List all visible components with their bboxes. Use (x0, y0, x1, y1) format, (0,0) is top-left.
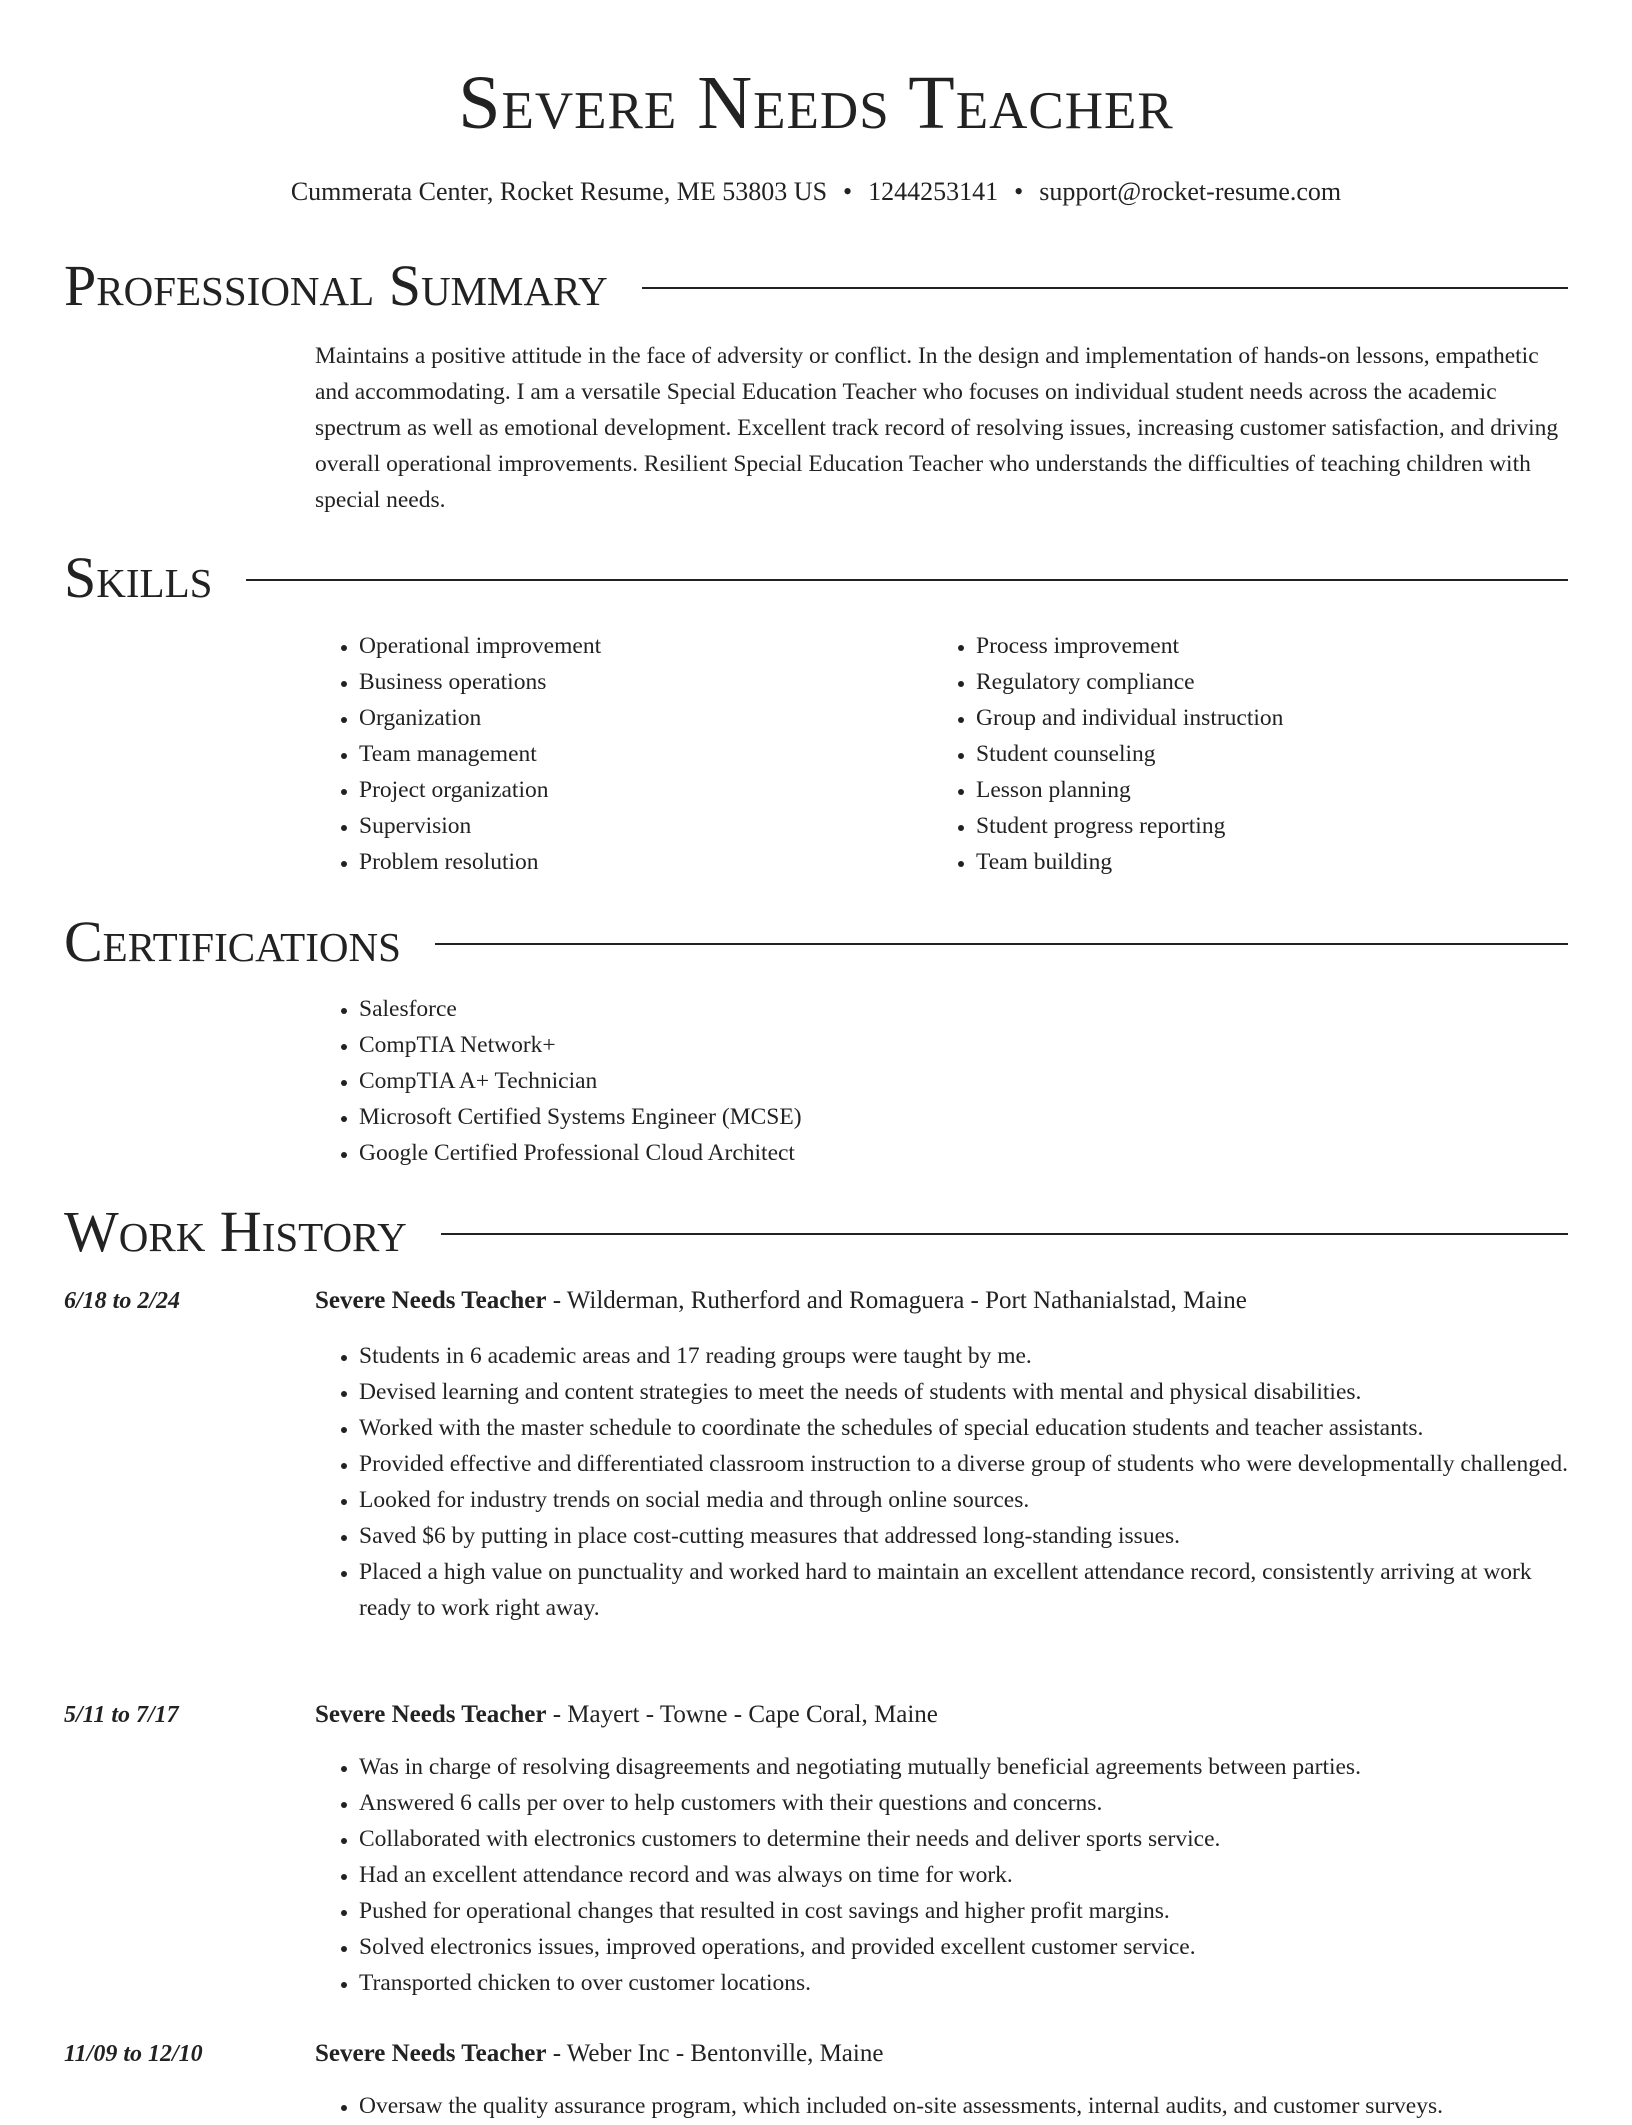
contact-address: Cummerata Center, Rocket Resume, ME 53803 US (290, 177, 828, 206)
skill-item: • Project organization (359, 772, 919, 808)
resume-name: Severe Needs Teacher (458, 61, 1174, 145)
skills-heading: Skills (64, 545, 213, 610)
job-bullet: • Worked with the master schedule to coordinate the schedules of special education students and teacher assistants. (359, 1410, 1568, 1446)
contact-line (0, 174, 1632, 210)
job-bullets (315, 2088, 1568, 2124)
job-title: Severe Needs Teacher (315, 1287, 547, 1314)
job-heading (315, 2036, 1568, 2072)
job-title: Severe Needs Teacher (315, 1701, 547, 1728)
job-bullet: • Students in 6 academic areas and 17 reading groups were taught by me. (359, 1338, 1568, 1374)
skill-item: • Student progress reporting (976, 808, 1576, 844)
job-bullet: • Devised learning and content strategies to meet the needs of students with mental and physical disabilities. (359, 1374, 1568, 1410)
job-dates: 5/11 to 7/17 (64, 1702, 179, 1728)
summary-text: Maintains a positive attitude in the face of adversity or conflict. In the design and implementation of hands-on lessons, empathetic and accommodating. I am a versatile Special Education Teacher who focuses on individual student needs across the academic spectrum as well as emotional development. Excellent track record of resolving issues, increasing customer satisfaction, and driving overall operational improvements. Resilient Special Education Teacher who understands the difficulties of teaching children with special needs. (315, 343, 1559, 513)
skill-item: • Team management (359, 736, 919, 772)
job-bullet: • Placed a high value on punctuality and worked hard to maintain an excellent attendance record, consistently arriving at work ready to work right away. (359, 1554, 1568, 1626)
skills-list-left (315, 628, 919, 880)
job-bullet: • Was in charge of resolving disagreements and negotiating mutually beneficial agreements between parties. (359, 1749, 1568, 1785)
skill-item: • Student counseling (976, 736, 1576, 772)
job-bullets (315, 1338, 1568, 1626)
skill-item: • Problem resolution (359, 844, 919, 880)
job-bullet: • Transported chicken to over customer locations. (359, 1965, 1568, 2001)
summary-heading: Professional Summary (64, 253, 608, 318)
job-employer-location: - Mayert - Towne - Cape Coral, Maine (546, 1701, 938, 1728)
work-history-section-header (64, 1200, 1568, 1264)
contact-email: support@rocket-resume.com (1039, 177, 1342, 206)
skill-item: • Team building (976, 844, 1576, 880)
job-employer-location: - Wilderman, Rutherford and Romaguera - Port Nathanialstad, Maine (546, 1287, 1247, 1314)
certifications-section-header (64, 910, 1568, 974)
certification-item: • CompTIA Network+ (359, 1027, 1559, 1063)
work-history-heading: Work History (64, 1199, 407, 1264)
certification-item: • Salesforce (359, 991, 1559, 1027)
skill-item: • Regulatory compliance (976, 664, 1576, 700)
skill-item: • Lesson planning (976, 772, 1576, 808)
contact-phone: 1244253141 (868, 177, 999, 206)
certification-item: • Microsoft Certified Systems Engineer (MCSE) (359, 1099, 1559, 1135)
skill-item: • Operational improvement (359, 628, 919, 664)
job-bullet: • Answered 6 calls per over to help customers with their questions and concerns. (359, 1785, 1568, 1821)
skill-item: • Process improvement (976, 628, 1576, 664)
section-divider (642, 287, 1568, 289)
skills-section-header (64, 546, 1568, 610)
job-employer-location: - Weber Inc - Bentonville, Maine (546, 2040, 884, 2067)
job-bullet: • Saved $6 by putting in place cost-cutting measures that addressed long-standing issues. (359, 1518, 1568, 1554)
skills-list-right (932, 628, 1576, 880)
job-bullet: • Solved electronics issues, improved operations, and provided excellent customer service. (359, 1929, 1568, 1965)
certifications-list (315, 991, 1559, 1171)
job-dates: 6/18 to 2/24 (64, 1288, 181, 1314)
skill-item: • Group and individual instruction (976, 700, 1576, 736)
skill-item: • Organization (359, 700, 919, 736)
section-divider (441, 1233, 1568, 1235)
job-bullets (315, 1749, 1568, 2001)
skill-item: • Supervision (359, 808, 919, 844)
section-divider (435, 943, 1568, 945)
job-bullet: • Pushed for operational changes that resulted in cost savings and higher profit margins. (359, 1893, 1568, 1929)
summary-section-header (64, 254, 1568, 318)
job-bullet: • Had an excellent attendance record and was always on time for work. (359, 1857, 1568, 1893)
contact-separator: • (843, 177, 853, 206)
certification-item: • CompTIA A+ Technician (359, 1063, 1559, 1099)
skill-item: • Business operations (359, 664, 919, 700)
job-heading (315, 1283, 1568, 1319)
job-bullet: • Collaborated with electronics customers to determine their needs and deliver sports service. (359, 1821, 1568, 1857)
job-bullet: • Provided effective and differentiated classroom instruction to a diverse group of students who were developmentally challenged. (359, 1446, 1568, 1482)
contact-separator: • (1014, 177, 1024, 206)
job-title: Severe Needs Teacher (315, 2040, 547, 2067)
job-dates: 11/09 to 12/10 (64, 2041, 203, 2067)
section-divider (246, 579, 1568, 581)
job-heading (315, 1697, 1568, 1733)
job-bullet: • Looked for industry trends on social media and through online sources. (359, 1482, 1568, 1518)
certifications-heading: Certifications (64, 909, 401, 974)
certification-item: • Google Certified Professional Cloud Architect (359, 1135, 1559, 1171)
job-bullet: • Oversaw the quality assurance program, which included on-site assessments, internal audits, and customer surveys. (359, 2088, 1568, 2124)
